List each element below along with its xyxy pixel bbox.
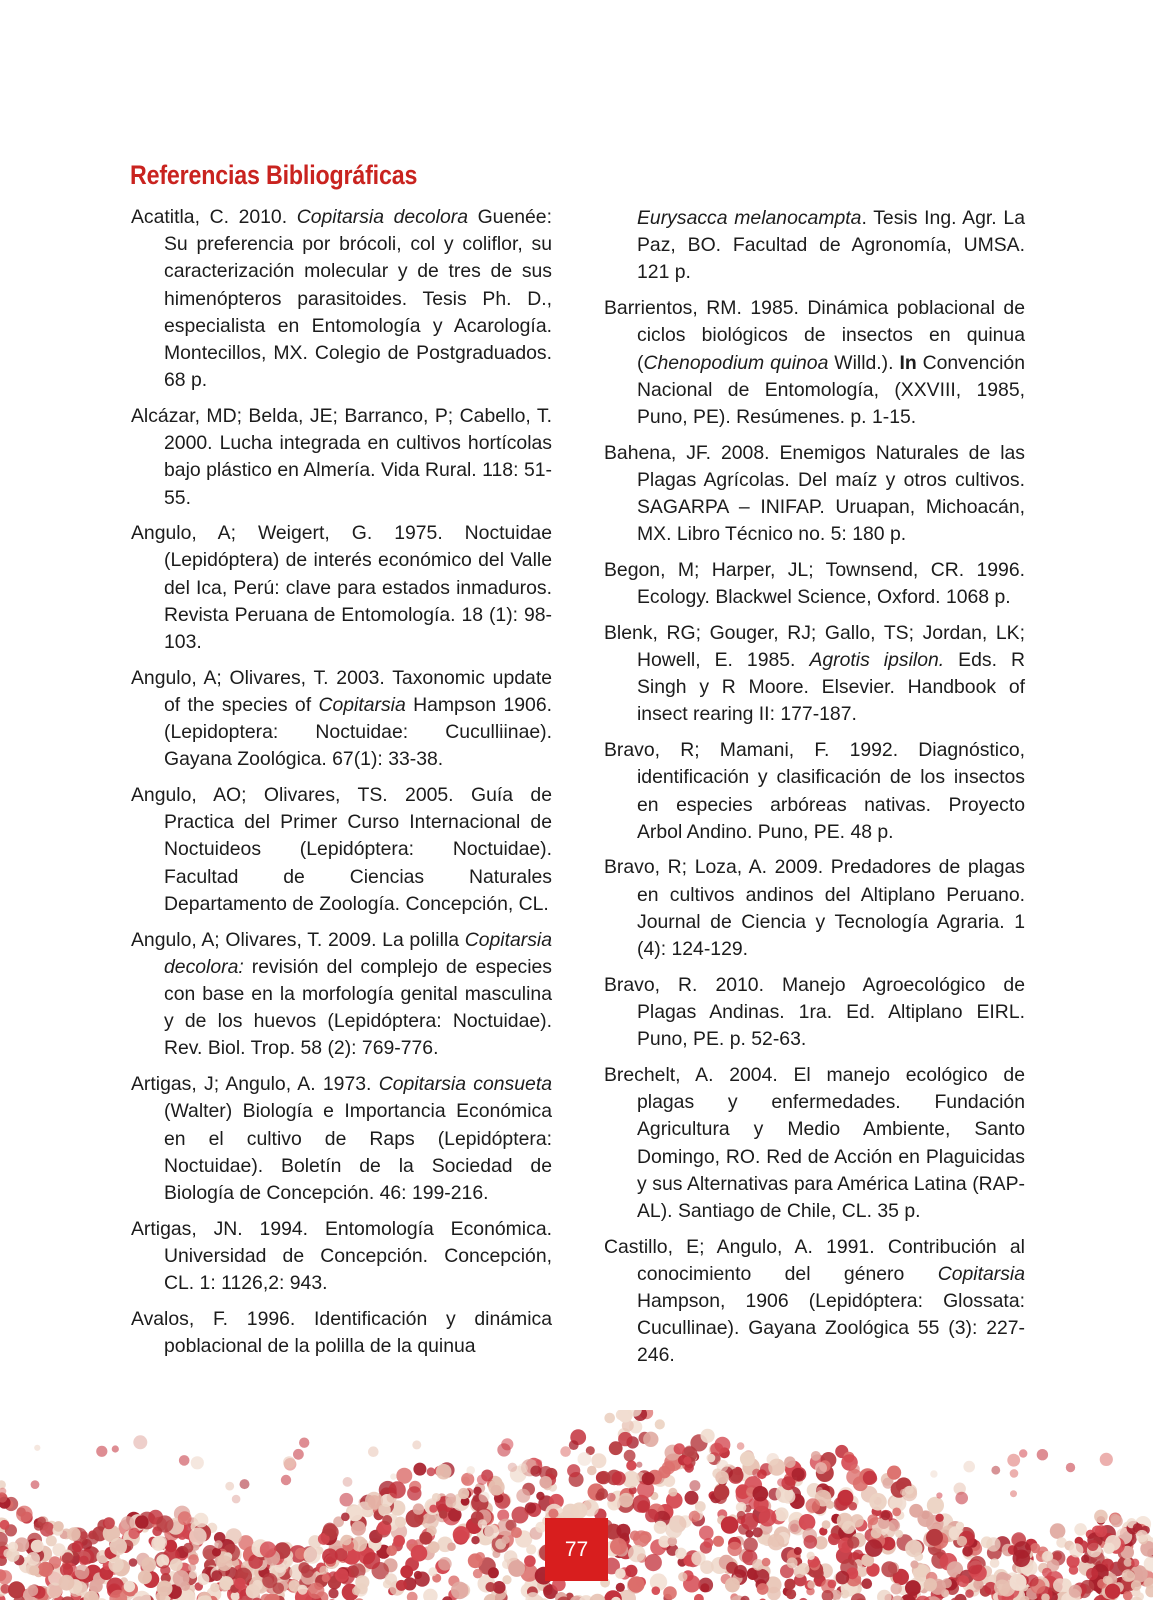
page-number-box (545, 1518, 608, 1581)
text-segment: Eds. R Singh y R Moore. Elsevier. Handbook of insect rearing II: 177-187. (637, 649, 1025, 726)
reference-entry (604, 1062, 1025, 1225)
reference-entry (604, 440, 1025, 549)
text-segment: Hampson, 1906 (Lepidóptera: Glossata: Cucullinae). Gayana Zoológica 55 (3): 227-246. (637, 1290, 1025, 1367)
text-segment: Angulo, A; Weigert, G. 1975. Noctuidae (Lepidóptera) de interés económico del Valle del Ica, Perú: clave para estados inmaduros. Revista Peruana de Entomología. 18 (1): 98-103. (131, 522, 552, 654)
reference-entry (604, 972, 1025, 1054)
text-segment: Angulo, AO; Olivares, TS. 2005. Guía de Practica del Primer Curso Internacional de Noctuideos (Lepidóptera: Noctuidae). Facultad de Ciencias Naturales Departamento de Zoología. Concepción, CL. (131, 784, 552, 915)
references-left-column (131, 204, 552, 1369)
text-segment: Alcázar, MD; Belda, JE; Barranco, P; Cabello, T. 2000. Lucha integrada en cultivos hortícolas bajo plástico en Almería. Vida Rural. 118: 51-55. (131, 404, 552, 509)
text-segment: Avalos, F. 1996. Identificación y dinámica poblacional de la polilla de la quinua (131, 1307, 552, 1357)
text-segment: Castillo, E; Angulo, A. 1991. Contribución al conocimiento del género (604, 1235, 1025, 1285)
reference-entry (131, 1306, 552, 1360)
reference-entry (131, 782, 552, 918)
bold-text: In (899, 351, 917, 374)
italic-text: Agrotis ipsilon. (809, 649, 945, 672)
italic-text: Chenopodium quinoa (643, 351, 829, 374)
text-segment: Barrientos, RM. 1985. Dinámica poblacional de ciclos biológicos de insectos en quinua ( (604, 297, 1025, 374)
text-segment: Willd.). (828, 351, 900, 374)
text-segment: Angulo, A; Olivares, T. 2003. Taxonomic update of the species of (131, 666, 552, 716)
text-segment: (Walter) Biología e Importancia Económica en el cultivo de Raps (Lepidóptera: Noctuidae). Boletín de la Sociedad de Biología de Concepción. 46: 199-216. (164, 1100, 552, 1204)
text-segment: Begon, M; Harper, JL; Townsend, CR. 1996. Ecology. Blackwel Science, Oxford. 1068 p. (604, 558, 1025, 609)
text-segment: . Tesis Ing. Agr. La Paz, BO. Facultad de Agronomía, UMSA. 121 p. (637, 207, 1025, 284)
reference-entry (131, 1216, 552, 1298)
text-segment: Acatitla, C. 2010. (131, 206, 297, 228)
italic-text: Copitarsia decolora (296, 206, 468, 228)
text-segment: revisión del complejo de especies con base en la morfología genital masculina y de los huevos (Lepidóptera: Noctuidae). Rev. Biol. Trop. 58 (2): 769-776. (164, 955, 552, 1060)
reference-entry (604, 1234, 1025, 1370)
reference-entry (604, 295, 1025, 431)
italic-text: Copitarsia decolora: (164, 928, 552, 978)
reference-entry (131, 403, 552, 512)
italic-text: Eurysacca melanocampta (637, 207, 862, 229)
reference-entry (131, 927, 552, 1063)
text-segment: Artigas, J; Angulo, A. 1973. (131, 1073, 379, 1096)
text-segment: Bravo, R; Loza, A. 2009. Predadores de plagas en cultivos andinos del Altiplano Peruano. Journal de Ciencia y Tecnología Agraria. 1 (4): 124-129. (604, 856, 1025, 961)
reference-entry (131, 665, 552, 774)
references-right-column (604, 205, 1025, 1378)
text-segment: Bravo, R. 2010. Manejo Agroecológico de Plagas Andinas. 1ra. Ed. Altiplano EIRL. Puno, PE. p. 52-63. (604, 973, 1025, 1051)
page-number: 77 (564, 1537, 589, 1561)
reference-entry (131, 1071, 552, 1207)
italic-text: Copitarsia (318, 693, 406, 716)
reference-entry (604, 620, 1025, 729)
reference-entry (604, 737, 1025, 846)
text-segment: Bahena, JF. 2008. Enemigos Naturales de las Plagas Agrícolas. Del maíz y otros cultivos. SAGARPA – INIFAP. Uruapan, Michoacán, MX. Libro Técnico no. 5: 180 p. (604, 441, 1025, 546)
page-title: Referencias Bibliográficas (130, 160, 418, 191)
text-segment: Convención Nacional de Entomología, (XXVIII, 1985, Puno, PE). Resúmenes. p. 1-15. (637, 351, 1025, 428)
text-segment: Bravo, R; Mamani, F. 1992. Diagnóstico, identificación y clasificación de los insectos en especies arbóreas nativas. Proyecto Arbol Andino. Puno, PE. 48 p. (604, 739, 1025, 843)
reference-entry (131, 204, 552, 394)
text-segment: Brechelt, A. 2004. El manejo ecológico de plagas y enfermedades. Fundación Agricultura y Medio Ambiente, Santo Domingo, RO. Red de Acción en Plaguicidas y sus Alternativas para América Latina (RAP-AL). Santiago de Chile, CL. 35 p. (604, 1063, 1025, 1222)
reference-entry (131, 520, 552, 656)
text-segment: Hampson 1906. (Lepidoptera: Noctuidae: Cuculliinae). Gayana Zoológica. 67(1): 33-38. (164, 693, 552, 771)
reference-entry (604, 854, 1025, 963)
italic-text: Copitarsia consueta (378, 1073, 552, 1096)
text-segment: Blenk, RG; Gouger, RJ; Gallo, TS; Jordan, LK; Howell, E. 1985. (604, 621, 1025, 672)
text-segment: Angulo, A; Olivares, T. 2009. La polilla (131, 928, 465, 951)
text-segment: Artigas, JN. 1994. Entomología Económica. Universidad de Concepción. Concepción, CL. 1: 1126,2: 943. (131, 1217, 552, 1295)
italic-text: Copitarsia (937, 1262, 1025, 1285)
reference-entry (604, 205, 1025, 287)
text-segment: Guenée: Su preferencia por brócoli, col y coliflor, su caracterización molecular y de tres de sus himenópteros parasitoides. Tesis Ph. D., especialista en Entomología y Acarología. Montecillos, MX. Colegio de Postgraduados. 68 p. (164, 206, 552, 392)
reference-entry (604, 557, 1025, 611)
